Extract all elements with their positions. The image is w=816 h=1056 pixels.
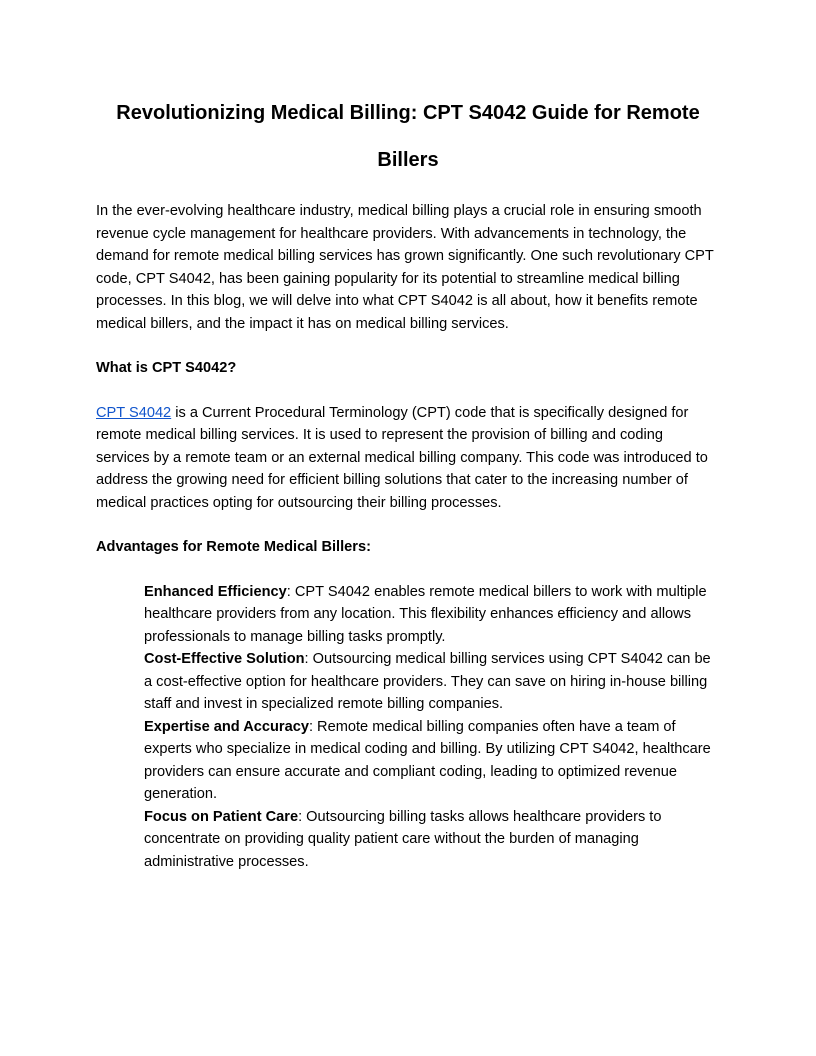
list-item xyxy=(144,806,720,874)
cpt-s4042-link[interactable]: CPT S4042 xyxy=(96,404,172,421)
definition-text: is a Current Procedural Terminology (CPT) code that is specifically designed for remote medical billing services. It is used to represent the provision of billing and coding services by a remote team or an external medical billing company. This code was introduced to address the growing need for efficient billing solutions that cater to the increasing number of medical practices opting for outsourcing their billing processes. xyxy=(96,404,708,511)
advantage-text: : Outsourcing billing tasks allows healthcare providers to concentrate on providing quality patient care without the burden of managing administrative processes. xyxy=(144,808,662,870)
advantage-text: : Remote medical billing companies often have a team of experts who specialize in medical coding and billing. By utilizing CPT S4042, healthcare providers can ensure accurate and compliant coding, leading to optimized revenue generation. xyxy=(144,718,711,802)
definition-paragraph xyxy=(96,402,720,515)
advantages-list xyxy=(96,581,720,874)
advantage-text: : Outsourcing medical billing services using CPT S4042 can be a cost-effective option for healthcare providers. They can save on hiring in-house billing staff and invest in specialized remote billing companies. xyxy=(144,651,711,712)
advantage-term: Cost-Effective Solution xyxy=(144,651,305,667)
list-item xyxy=(144,581,720,649)
section-heading-what-is: What is CPT S4042? xyxy=(96,360,237,376)
intro-paragraph: In the ever-evolving healthcare industry, medical billing plays a crucial role in ensuring smooth revenue cycle management for healthcare providers. With advancements in technology, the demand for remote medical billing services has grown significantly. One such revolutionary CPT code, CPT S4042, has been gaining popularity for its potential to streamline medical billing processes. In this blog, we will delve into what CPT S4042 is all about, how it benefits remote medical billers, and the impact it has on medical billing services. xyxy=(96,203,714,332)
list-item xyxy=(144,648,720,716)
list-item xyxy=(144,716,720,806)
page-title: Revolutionizing Medical Billing: CPT S4042 Guide for Remote Billers xyxy=(116,102,700,171)
section-heading-advantages: Advantages for Remote Medical Billers: xyxy=(96,539,371,555)
advantage-term: Expertise and Accuracy xyxy=(144,718,309,735)
advantage-text: : CPT S4042 enables remote medical billers to work with multiple healthcare providers from any location. This flexibility enhances efficiency and allows professionals to manage billing tasks promptly. xyxy=(144,583,707,645)
advantage-term: Enhanced Efficiency xyxy=(144,583,287,600)
advantage-term: Focus on Patient Care xyxy=(144,808,299,825)
